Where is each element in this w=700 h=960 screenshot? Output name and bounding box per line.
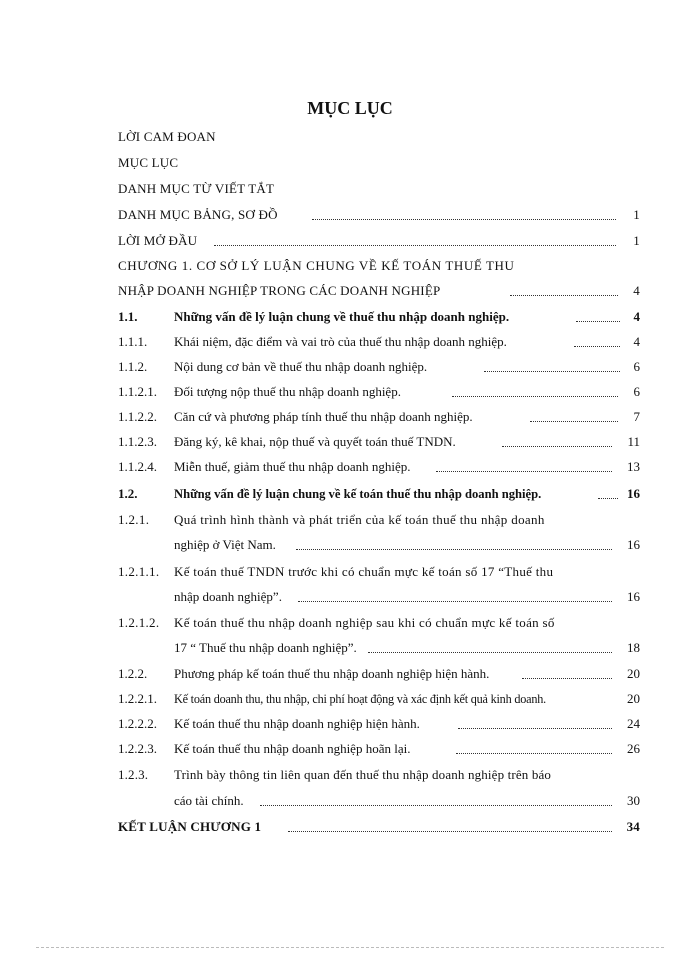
toc-entry-text-line2: nhập doanh nghiệp”. — [174, 589, 282, 604]
dot-leader — [510, 295, 618, 296]
toc-page-number: 4 — [633, 309, 640, 324]
toc-entry-loi-cam-doan[interactable] — [118, 128, 640, 146]
toc-page-number: 16 — [627, 589, 640, 604]
dot-leader — [452, 396, 618, 397]
dot-leader — [484, 371, 620, 372]
toc-entry-text: Nội dung cơ bản về thuế thu nhập doanh nghiệp. — [174, 359, 428, 374]
dot-leader — [296, 549, 612, 550]
toc-page-number: 6 — [633, 384, 640, 399]
toc-entry-text-line1: CHƯƠNG 1. CƠ SỞ LÝ LUẬN CHUNG VỀ KẾ TOÁN THUẾ THU — [118, 258, 515, 273]
dot-leader — [574, 346, 620, 347]
toc-section-number: 1.2.1. — [118, 512, 150, 527]
toc-entry-danh-muc-bang[interactable] — [118, 206, 640, 224]
toc-section-number: 1.1.2.3. — [118, 434, 157, 449]
dot-leader — [368, 652, 612, 653]
toc-page-number: 1 — [633, 233, 640, 248]
toc-page-number: 6 — [633, 359, 640, 374]
toc-page-number: 34 — [626, 819, 640, 834]
toc-entry-text: Căn cứ và phương pháp tính thuế thu nhập doanh nghiệp. — [174, 409, 473, 424]
toc-entry-1-2-3[interactable] — [118, 766, 640, 784]
dot-leader — [522, 678, 612, 679]
toc-entry-text: Phương pháp kế toán thuế thu nhập doanh nghiệp hiện hành. — [174, 666, 490, 681]
toc-entry-1-1[interactable] — [118, 308, 640, 326]
toc-section-number: 1.2.3. — [118, 767, 149, 782]
dot-leader — [312, 219, 616, 220]
toc-entry-1-2-1-2[interactable] — [118, 614, 640, 632]
toc-entry-text: KẾT LUẬN CHƯƠNG 1 — [118, 819, 262, 834]
toc-section-number: 1.2.2.1. — [118, 691, 157, 706]
toc-entry-text-line2: cáo tài chính. — [174, 793, 244, 808]
toc-section-number: 1.1.2.1. — [118, 384, 157, 399]
toc-entry-text: Kế toán doanh thu, thu nhập, chi phí hoạt động và xác định kết quả kinh doanh. — [174, 692, 546, 706]
toc-page-number: 13 — [627, 459, 640, 474]
toc-entry-text-line1: Kế toán thuế thu nhập doanh nghiệp sau khi có chuẩn mực kế toán số — [174, 615, 555, 630]
toc-entry-danh-muc-tu-viet-tat[interactable] — [118, 180, 640, 198]
toc-entry-1-2[interactable] — [118, 485, 640, 503]
dot-leader — [458, 728, 612, 729]
toc-page-number: 26 — [627, 741, 640, 756]
dot-leader — [530, 421, 618, 422]
toc-entry-text: Kế toán thuế thu nhập doanh nghiệp hoãn lại. — [174, 741, 411, 756]
toc-entry-muc-luc[interactable] — [118, 154, 640, 172]
toc-section-number: 1.2.2.2. — [118, 716, 157, 731]
toc-entry-text: MỤC LỤC — [118, 155, 179, 170]
toc-entry-1-1-2[interactable] — [118, 358, 640, 376]
toc-entry-text: Khái niệm, đặc điểm và vai trò của thuế thu nhập doanh nghiệp. — [174, 334, 507, 349]
toc-section-number: 1.2. — [118, 486, 138, 501]
toc-entry-text-line2: NHẬP DOANH NGHIỆP TRONG CÁC DOANH NGHIỆP — [118, 283, 441, 298]
toc-page-number: 4 — [633, 283, 640, 298]
toc-entry-1-2-2[interactable] — [118, 665, 640, 683]
toc-entry-text: DANH MỤC TỪ VIẾT TẮT — [118, 181, 275, 196]
toc-entry-chuong-1-cont[interactable] — [118, 282, 640, 300]
toc-page-number: 20 — [627, 691, 640, 706]
toc-entry-1-2-1-1[interactable] — [118, 563, 640, 581]
toc-entry-1-1-1[interactable] — [118, 333, 640, 351]
toc-page-number: 30 — [627, 793, 640, 808]
toc-entry-1-2-1-cont[interactable] — [118, 536, 640, 554]
toc-section-number: 1.2.1.1. — [118, 564, 160, 579]
toc-entry-text: Kế toán thuế thu nhập doanh nghiệp hiện hành. — [174, 716, 420, 731]
toc-page-number: 16 — [627, 537, 640, 552]
dot-leader — [576, 321, 620, 322]
toc-page-number: 20 — [627, 666, 640, 681]
toc-entry-chuong-1[interactable] — [118, 257, 640, 275]
toc-entry-text-line1: Kế toán thuế TNDN trước khi có chuẩn mực kế toán số 17 “Thuế thu — [174, 564, 554, 579]
toc-entry-1-2-2-3[interactable] — [118, 740, 640, 758]
toc-page-number: 16 — [627, 486, 640, 501]
dot-leader — [260, 805, 612, 806]
toc-entry-loi-mo-dau[interactable] — [118, 232, 640, 250]
dot-leader — [456, 753, 612, 754]
toc-entry-1-2-2-2[interactable] — [118, 715, 640, 733]
toc-entry-1-2-1[interactable] — [118, 511, 640, 529]
toc-page-number: 11 — [627, 434, 640, 449]
toc-entry-text: Những vấn đề lý luận chung về thuế thu nhập doanh nghiệp. — [174, 309, 510, 324]
toc-entry-1-2-1-2-cont[interactable] — [118, 639, 640, 657]
dot-leader — [598, 498, 618, 499]
toc-entry-text-line2: nghiệp ở Việt Nam. — [174, 537, 276, 552]
page-title: MỤC LỤC — [307, 98, 393, 118]
toc-entry-text: Những vấn đề lý luận chung về kế toán thuế thu nhập doanh nghiệp. — [174, 487, 542, 501]
dot-leader — [214, 245, 616, 246]
toc-section-number: 1.1.2.2. — [118, 409, 157, 424]
toc-section-number: 1.2.2. — [118, 666, 148, 681]
toc-entry-text: Đối tượng nộp thuế thu nhập doanh nghiệp. — [174, 384, 401, 399]
toc-page-number: 4 — [633, 334, 640, 349]
toc-section-number: 1.1. — [118, 309, 138, 324]
toc-entry-text-line1: Quá trình hình thành và phát triển của kế toán thuế thu nhập doanh — [174, 512, 545, 527]
dot-leader — [298, 601, 612, 602]
toc-entry-text: Đăng ký, kê khai, nộp thuế và quyết toán thuế TNDN. — [174, 434, 456, 449]
toc-entry-1-2-2-1[interactable] — [118, 690, 640, 708]
dot-leader — [502, 446, 612, 447]
toc-page-number: 24 — [627, 716, 640, 731]
toc-section-number: 1.2.1.2. — [118, 615, 160, 630]
toc-entry-1-2-1-1-cont[interactable] — [118, 588, 640, 606]
dot-leader — [288, 831, 612, 832]
toc-page-number: 1 — [633, 207, 640, 222]
toc-entry-1-1-2-4[interactable] — [118, 458, 640, 476]
toc-section-number: 1.1.1. — [118, 334, 148, 349]
toc-entry-text: DANH MỤC BẢNG, SƠ ĐỒ — [118, 207, 278, 222]
page-footer-rule — [36, 947, 664, 948]
toc-section-number: 1.1.2. — [118, 359, 148, 374]
toc-section-number: 1.1.2.4. — [118, 459, 157, 474]
toc-page-number: 18 — [627, 640, 640, 655]
toc-entry-text: LỜI MỞ ĐẦU — [118, 233, 198, 248]
toc-entry-ket-luan-chuong-1[interactable] — [118, 818, 640, 836]
toc-page-number: 7 — [633, 409, 640, 424]
toc-entry-text: Miễn thuế, giảm thuế thu nhập doanh nghiệp. — [174, 459, 411, 474]
toc-section-number: 1.2.2.3. — [118, 741, 157, 756]
toc-entry-text-line2: 17 “ Thuế thu nhập doanh nghiệp”. — [174, 640, 357, 655]
toc-entry-text: LỜI CAM ĐOAN — [118, 129, 216, 144]
toc-entry-1-1-2-2[interactable] — [118, 408, 640, 426]
toc-entry-1-1-2-3[interactable] — [118, 433, 640, 451]
toc-entry-1-2-3-cont[interactable] — [118, 792, 640, 810]
toc-entry-text-line1: Trình bày thông tin liên quan đến thuế thu nhập doanh nghiệp trên báo — [174, 767, 552, 782]
toc-entry-1-1-2-1[interactable] — [118, 383, 640, 401]
dot-leader — [436, 471, 612, 472]
